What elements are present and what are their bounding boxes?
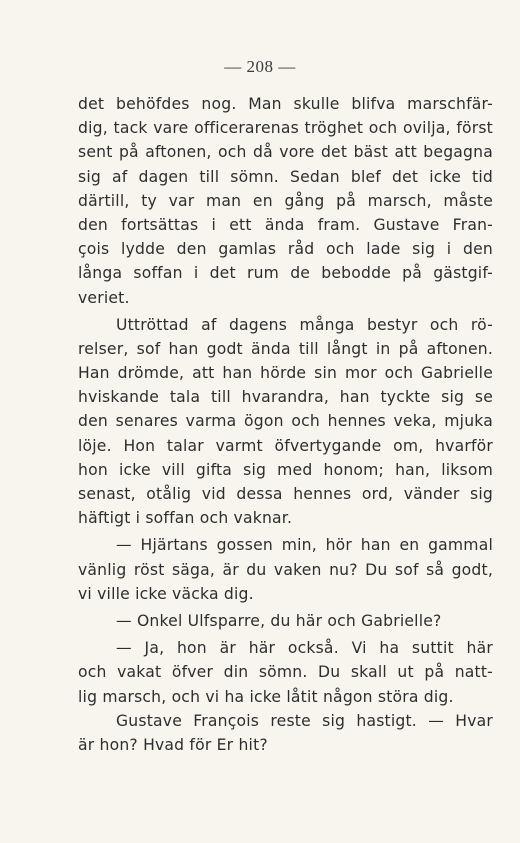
text-line: långa soffan i det rum de bebodde på gästgif- — [78, 264, 493, 283]
paragraph — [78, 533, 493, 606]
text-line: veriet. — [78, 288, 130, 307]
text-line: dig, tack vare officerarenas tröghet och ovilja, först — [78, 119, 493, 138]
text-line: sig af dagen till sömn. Sedan blef det icke tid — [78, 167, 493, 186]
paragraph — [78, 636, 493, 709]
text-line: Han drömde, att han hörde sin mor och Gabrielle — [78, 364, 493, 383]
text-line: häftigt i soffan och vaknar. — [78, 509, 293, 528]
text-line: — Hjärtans gossen min, hör han en gammal — [116, 536, 493, 555]
paragraph — [78, 709, 493, 757]
text-line: — Onkel Ulfsparre, du här och Gabrielle? — [116, 611, 442, 630]
text-line: den fortsättas i ett ända fram. Gustave Fran- — [78, 215, 493, 234]
text-line: därtill, ty var man en gång på marsch, måste — [78, 191, 493, 210]
text-line: sent på aftonen, och då vore det bäst att begagna — [78, 143, 493, 162]
text-line: löje. Hon talar varmt öfvertygande om, hvarför — [78, 436, 493, 455]
text-line: lig marsch, och vi ha icke låtit någon störa dig. — [78, 687, 454, 706]
text-line: relser, sof han godt ända till långt in på aftonen. — [78, 339, 493, 358]
text-line: senast, otålig vid dessa hennes ord, vänder sig — [78, 485, 493, 503]
text-line: hon icke vill gifta sig med honom; han, liksom — [78, 460, 493, 479]
paragraph — [78, 313, 493, 531]
text-line: Gustave François reste sig hastigt. — Hvar — [116, 711, 493, 730]
text-line: är hon? Hvad för Er hit? — [78, 735, 268, 754]
text-line: vi ville icke väcka dig. — [78, 584, 254, 603]
paragraph — [78, 92, 493, 310]
text-line: vänlig röst säga, är du vaken nu? Du sof så godt, — [78, 560, 493, 579]
text-line: Uttröttad af dagens många bestyr och rö- — [116, 315, 493, 334]
paragraph — [78, 609, 493, 633]
text-line: hviskande tala till hvarandra, han tyckte sig se — [78, 388, 493, 407]
text-line: çois lydde den gamlas råd och lade sig i den — [78, 240, 493, 259]
text-line: det behöfdes nog. Man skulle blifva marschfär- — [78, 95, 493, 113]
text-line: och vakat öfver din sömn. Du skall ut på natt- — [78, 663, 493, 682]
text-line: — Ja, hon är här också. Vi ha suttit här — [116, 639, 493, 658]
page-number: — 208 — — [224, 57, 296, 76]
text-line: den senares varma ögon och hennes veka, mjuka — [78, 412, 493, 431]
body-text — [78, 92, 493, 757]
